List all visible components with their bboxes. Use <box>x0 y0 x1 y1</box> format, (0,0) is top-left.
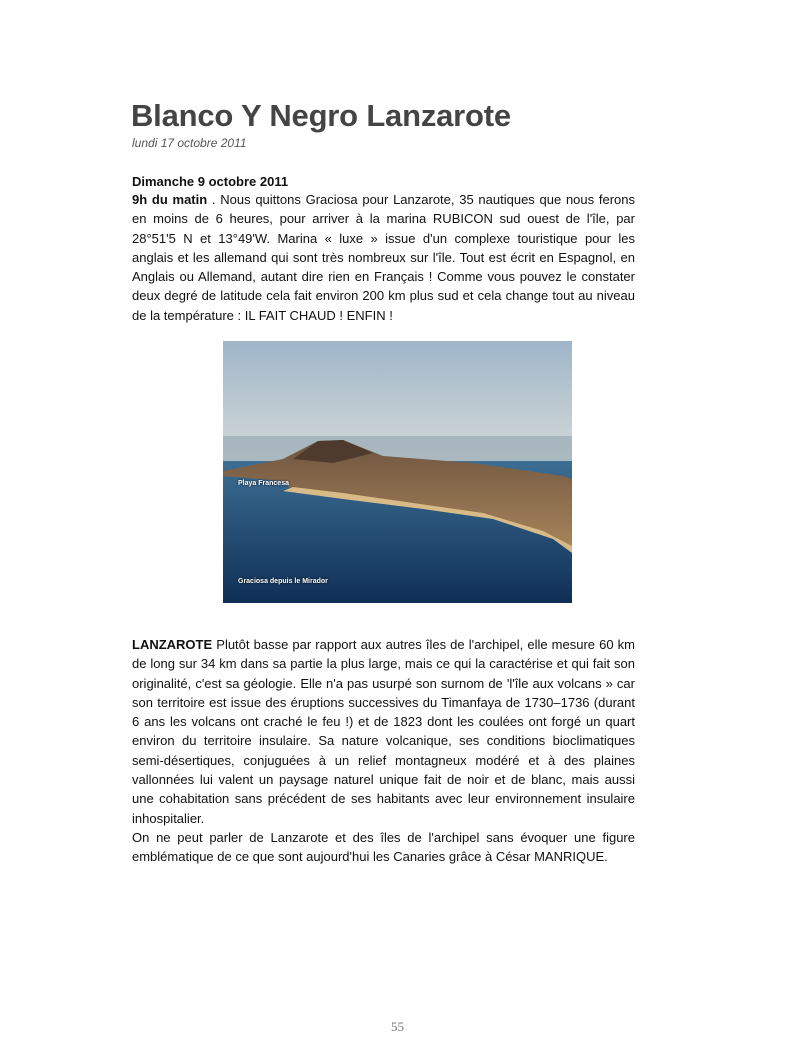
text-line: en moins de 6 heures, pour arriver à la marina RUBICON sud ouest de l'île, par <box>132 211 635 227</box>
lead-lanzarote: LANZAROTE <box>132 637 213 652</box>
post-date: lundi 17 octobre 2011 <box>132 136 247 150</box>
text-line: 6 ans les volcans ont craché le feu !) et de 1823 dont les coulées ont forgé un quart <box>132 714 635 730</box>
text-line: originalité, c'est sa géologie. Elle n'a pas usurpé son surnom de 'l'île aux volcans » car <box>132 675 635 691</box>
text-line <box>132 190 635 209</box>
text-line: vallonnées lui valent un paysage naturel unique fait de noir et de blanc, mais aussi <box>132 772 635 788</box>
page-number: 55 <box>391 1019 404 1034</box>
photo-caption: Graciosa depuis le Mirador <box>238 578 328 585</box>
text-line: On ne peut parler de Lanzarote et des îles de l'archipel sans évoquer une figure <box>132 829 635 845</box>
text-span: . Nous quittons Graciosa pour Lanzarote, 35 nautiques que nous ferons <box>207 192 635 207</box>
paragraph-lanzarote <box>132 635 635 867</box>
text-span: Plutôt basse par rapport aux autres îles de l'archipel, elle mesure 60 km <box>212 637 635 652</box>
graciosa-photo <box>223 341 572 603</box>
text-line: deux degré de latitude cela fait environ 200 km plus sud et cela change tout au niveau <box>132 288 635 304</box>
text-line: de la température : IL FAIT CHAUD ! ENFIN ! <box>132 307 393 323</box>
text-line: emblématique de ce que sont aujourd'hui les Canaries grâce à César MANRIQUE. <box>132 849 608 865</box>
text-line: de long sur 34 km dans sa partie la plus large, mais ce qui la caractérise et qui fait son <box>132 656 635 672</box>
text-line: Anglais ou Allemand, autant dire rien en Français ! Comme vous pouvez le constater <box>132 269 635 285</box>
text-line: 28°51'5 N et 13°49'W. Marina « luxe » issue d'un complexe touristique pour les <box>132 230 635 246</box>
text-line: inhospitalier. <box>132 810 205 826</box>
text-line: semi-désertiques, conjuguées à un relief montagneux modéré et à des plaines <box>132 752 635 768</box>
photo-label-beach: Playa Francesa <box>238 480 289 487</box>
text-line: son territoire est issue des éruptions successives du Timanfaya de 1730–1736 (durant <box>132 694 635 710</box>
text-line: anglais et les allemand qui sont très nombreux sur l'île. Tout est écrit en Espagnol, en <box>132 249 635 265</box>
text-line: environ du territoire insulaire. Sa nature volcanique, ses conditions bioclimatiques <box>132 733 635 749</box>
paragraph-arrival <box>132 190 635 325</box>
page-title: Blanco Y Negro Lanzarote <box>131 98 511 133</box>
text-line <box>132 635 635 654</box>
section-heading: Dimanche 9 octobre 2011 <box>132 174 289 189</box>
lead-time: 9h du matin <box>132 192 208 207</box>
text-line: une cohabitation sans précédent de ses habitants avec leur environnement insulaire <box>132 791 635 807</box>
